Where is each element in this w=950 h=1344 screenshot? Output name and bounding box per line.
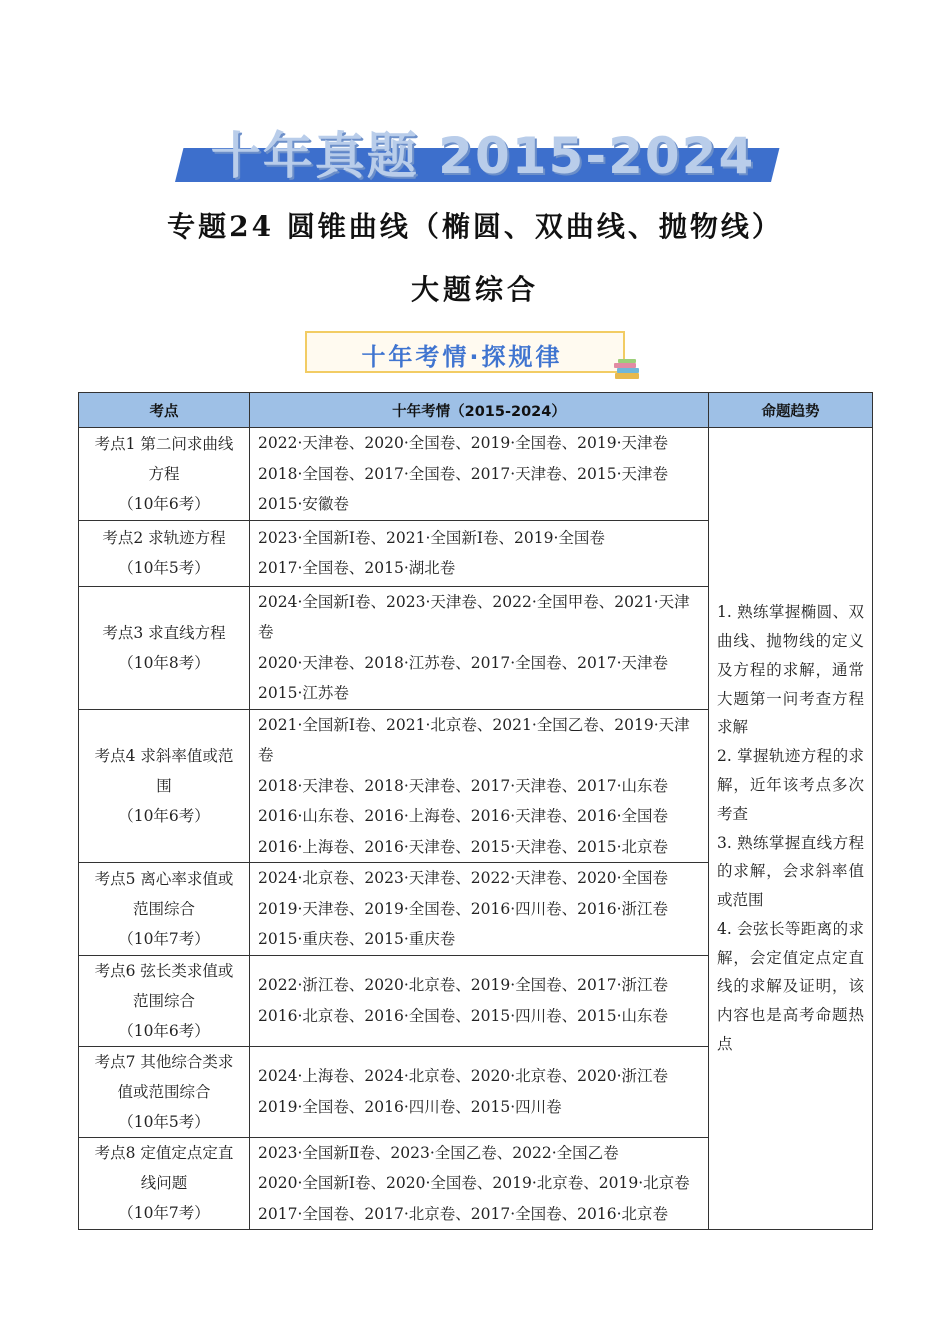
topic-line: 考点8 定值定点定直 (94, 1144, 234, 1163)
exam-line: 2019·天津卷、2019·全国卷、2016·四川卷、2016·浙江卷 (258, 899, 668, 918)
exam-line: 2017·全国卷、2017·北京卷、2017·全国卷、2016·北京卷 (258, 1204, 668, 1223)
topic-cell (79, 709, 250, 863)
exam-line: 2016·山东卷、2016·上海卷、2016·天津卷、2016·全国卷 (258, 807, 668, 825)
exam-line: 2015·安徽卷 (258, 495, 349, 513)
books-icon (612, 358, 642, 382)
topic-line: 范围综合 (132, 899, 195, 918)
section-badge (305, 331, 625, 373)
topic-cell (79, 1137, 250, 1230)
topic-count: （10年6考） (118, 494, 210, 513)
topic-line: 值或范围综合 (117, 1082, 211, 1101)
topic-count: （10年7考） (118, 929, 210, 948)
exams-cell (250, 586, 709, 709)
topic-line: 考点2 求轨迹方程 (102, 529, 226, 547)
topic-line: 考点1 第二问求曲线 (94, 434, 234, 453)
exams-cell (250, 520, 709, 586)
page-subtitle: 大题综合 (410, 273, 539, 306)
exam-line: 2024·全国新Ⅰ卷、2023·天津卷、2022·全国甲卷、2021·天津卷 (258, 592, 690, 641)
trend-cell (709, 428, 873, 1230)
exam-line: 2016·北京卷、2016·全国卷、2015·四川卷、2015·山东卷 (258, 1006, 668, 1025)
topic-count: （10年5考） (118, 559, 210, 577)
topic-line: 线问题 (140, 1174, 188, 1193)
exam-line: 2022·浙江卷、2020·北京卷、2019·全国卷、2017·浙江卷 (258, 976, 668, 994)
exam-line: 2024·上海卷、2024·北京卷、2020·北京卷、2020·浙江卷 (258, 1067, 668, 1085)
exam-line: 2022·天津卷、2020·全国卷、2019·全国卷、2019·天津卷 (258, 434, 668, 452)
topic-line: 围 (156, 776, 172, 795)
header-trend: 命题趋势 (709, 393, 873, 428)
exam-line: 2018·天津卷、2018·天津卷、2017·天津卷、2017·山东卷 (258, 776, 668, 795)
topic-count: （10年5考） (118, 1112, 210, 1131)
topic-count: （10年8考） (118, 653, 210, 672)
topic-count: （10年6考） (118, 806, 210, 825)
exams-cell (250, 863, 709, 956)
banner-text: 十年真题 2015-2024 (210, 127, 756, 185)
topic-cell (79, 863, 250, 956)
exam-line: 2016·上海卷、2016·天津卷、2015·天津卷、2015·北京卷 (258, 837, 668, 856)
header-exams: 十年考情（2015-2024） (250, 393, 709, 428)
exam-line: 2024·北京卷、2023·天津卷、2022·天津卷、2020·全国卷 (258, 869, 668, 887)
trend-item: 4. 会弦长等距离的求解，会定值定点定直线的求解及证明，该内容也是高考命题热点 (717, 919, 864, 1054)
topic-count: （10年7考） (118, 1204, 210, 1223)
exam-line: 2020·全国新Ⅰ卷、2020·全国卷、2019·北京卷、2019·北京卷 (258, 1174, 690, 1192)
exam-line: 2015·重庆卷、2015·重庆卷 (258, 930, 456, 948)
topic-cell (79, 520, 250, 586)
exam-line: 2019·全国卷、2016·四川卷、2015·四川卷 (258, 1097, 562, 1116)
exam-analysis-table (78, 392, 873, 1230)
exam-line: 2023·全国新Ⅱ卷、2023·全国乙卷、2022·全国乙卷 (258, 1143, 619, 1162)
topic-cell (79, 428, 250, 521)
exam-line: 2015·江苏卷 (258, 684, 349, 702)
topic-line: 考点7 其他综合类求 (94, 1052, 234, 1071)
topic-cell (79, 955, 250, 1046)
trend-item: 2. 掌握轨迹方程的求解，近年该考点多次考查 (717, 747, 864, 823)
exam-line: 2018·全国卷、2017·全国卷、2017·天津卷、2015·天津卷 (258, 464, 668, 483)
topic-line: 考点4 求斜率值或范 (94, 746, 234, 765)
topic-cell (79, 1046, 250, 1137)
exam-line: 2021·全国新Ⅰ卷、2021·北京卷、2021·全国乙卷、2019·天津卷 (258, 715, 690, 764)
trend-item: 3. 熟练掌握直线方程的求解，会求斜率值或范围 (717, 833, 864, 910)
topic-line: 考点6 弦长类求值或 (94, 961, 234, 980)
exams-cell (250, 1046, 709, 1137)
topic-cell (79, 586, 250, 709)
topic-line: 考点5 离心率求值或 (94, 869, 234, 888)
exam-line: 2017·全国卷、2015·湖北卷 (258, 559, 456, 577)
exams-cell (250, 428, 709, 521)
page-title: 专题24 圆锥曲线（椭圆、双曲线、抛物线） (167, 210, 783, 243)
section-badge-text: 十年考情·探规律 (361, 343, 563, 371)
topic-line: 范围综合 (132, 991, 195, 1010)
exam-line: 2023·全国新Ⅰ卷、2021·全国新Ⅰ卷、2019·全国卷 (258, 528, 605, 547)
table-row (79, 428, 873, 521)
title-banner (175, 118, 775, 186)
header-topic: 考点 (79, 393, 250, 428)
topic-count: （10年6考） (118, 1021, 210, 1040)
exam-line: 2020·天津卷、2018·江苏卷、2017·全国卷、2017·天津卷 (258, 653, 668, 672)
exams-cell (250, 709, 709, 863)
exams-cell (250, 955, 709, 1046)
exams-cell (250, 1137, 709, 1230)
table-header-row (79, 393, 873, 428)
trend-item: 1. 熟练掌握椭圆、双曲线、抛物线的定义及方程的求解，通常大题第一问考查方程求解 (717, 603, 864, 737)
topic-line: 方程 (148, 464, 180, 483)
topic-line: 考点3 求直线方程 (102, 623, 226, 642)
